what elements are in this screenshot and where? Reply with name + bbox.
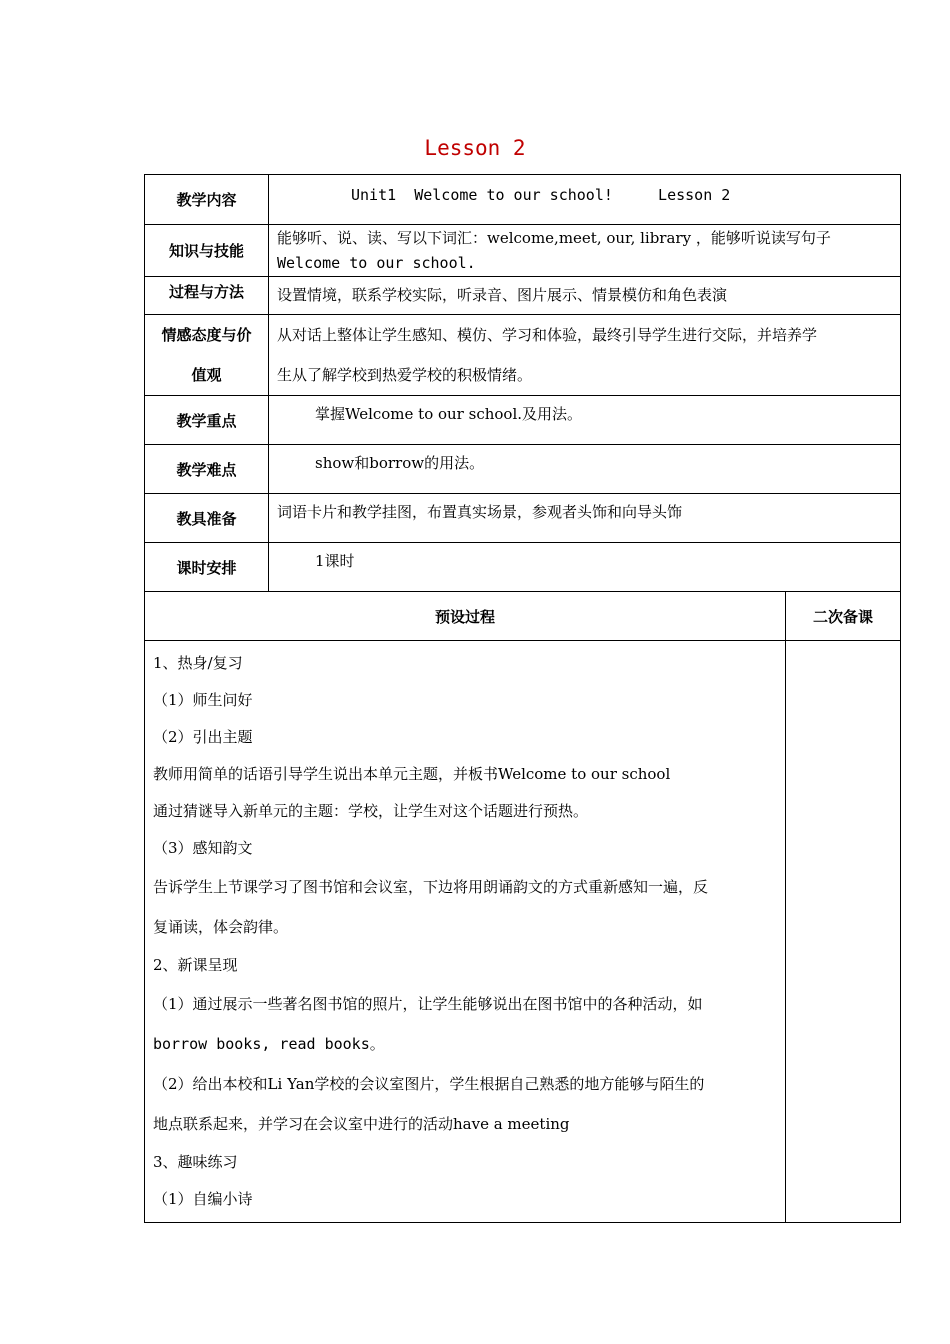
value-knowledge-line2: Welcome to our school.	[277, 254, 476, 272]
value-emotion-line2: 生从了解学校到热爱学校的积极情绪。	[277, 366, 533, 384]
label-time: 课时安排	[145, 543, 269, 592]
row-knowledge	[145, 225, 901, 277]
second-prep-header: 二次备课	[786, 592, 901, 641]
process-line: 教师用简单的话语引导学生说出本单元主题，并板书Welcome to our school	[153, 765, 671, 783]
value-knowledge-line1: 能够听、说、读、写以下词汇：welcome,meet, our, library ，能够听说读写句子	[277, 229, 831, 247]
second-prep-body	[786, 641, 901, 1223]
document-title: Lesson 2	[424, 136, 526, 160]
process-line: 地点联系起来，并学习在会议室中进行的活动have a meeting	[153, 1115, 570, 1133]
value-emotion-line1: 从对话上整体让学生感知、模仿、学习和体验，最终引导学生进行交际，并培养学	[277, 326, 818, 344]
value-tools: 词语卡片和教学挂图，布置真实场景，参观者头饰和向导头饰	[269, 494, 901, 543]
process-line: （1）师生问好	[153, 691, 253, 709]
process-body	[145, 641, 786, 1223]
process-line: 复诵读，体会韵律。	[153, 918, 289, 936]
row-process-body	[145, 641, 901, 1223]
row-tools	[145, 494, 901, 543]
label-method: 过程与方法	[145, 277, 269, 315]
label-emotion-1: 情感态度与价	[161, 326, 252, 344]
label-difficulty: 教学难点	[145, 445, 269, 494]
process-header: 预设过程	[145, 592, 786, 641]
process-line: （2）给出本校和Li Yan学校的会议室图片，学生根据自己熟悉的地方能够与陌生的	[153, 1075, 705, 1093]
row-difficulty	[145, 445, 901, 494]
process-line: 3、趣味练习	[153, 1153, 238, 1171]
row-time	[145, 543, 901, 592]
row-emotion	[145, 315, 901, 396]
label-content: 教学内容	[145, 175, 269, 225]
label-key: 教学重点	[145, 396, 269, 445]
label-knowledge: 知识与技能	[145, 225, 269, 277]
row-content	[145, 175, 901, 225]
process-line: （3）感知韵文	[153, 839, 253, 857]
process-line: （1）自编小诗	[153, 1190, 253, 1208]
process-line: 2、新课呈现	[153, 956, 238, 974]
process-line: 1、热身/复习	[153, 654, 243, 672]
value-time: 1课时	[269, 543, 901, 592]
process-line: borrow books, read books。	[153, 1035, 385, 1053]
value-content: Unit1 Welcome to our school! Lesson 2	[269, 175, 901, 225]
value-key: 掌握Welcome to our school.及用法。	[269, 396, 901, 445]
process-line: 告诉学生上节课学习了图书馆和会议室，下边将用朗诵韵文的方式重新感知一遍，反	[153, 878, 709, 896]
process-line: （2）引出主题	[153, 728, 253, 746]
lesson-plan-table	[144, 174, 901, 1223]
process-line: （1）通过展示一些著名图书馆的照片，让学生能够说出在图书馆中的各种活动，如	[153, 995, 703, 1013]
value-method: 设置情境，联系学校实际，听录音、图片展示、情景模仿和角色表演	[269, 277, 901, 315]
row-process-header	[145, 592, 901, 641]
row-key	[145, 396, 901, 445]
row-method	[145, 277, 901, 315]
value-difficulty: show和borrow的用法。	[269, 445, 901, 494]
label-tools: 教具准备	[145, 494, 269, 543]
process-line: 通过猜谜导入新单元的主题：学校，让学生对这个话题进行预热。	[153, 802, 589, 820]
label-emotion-2: 值观	[191, 366, 222, 384]
